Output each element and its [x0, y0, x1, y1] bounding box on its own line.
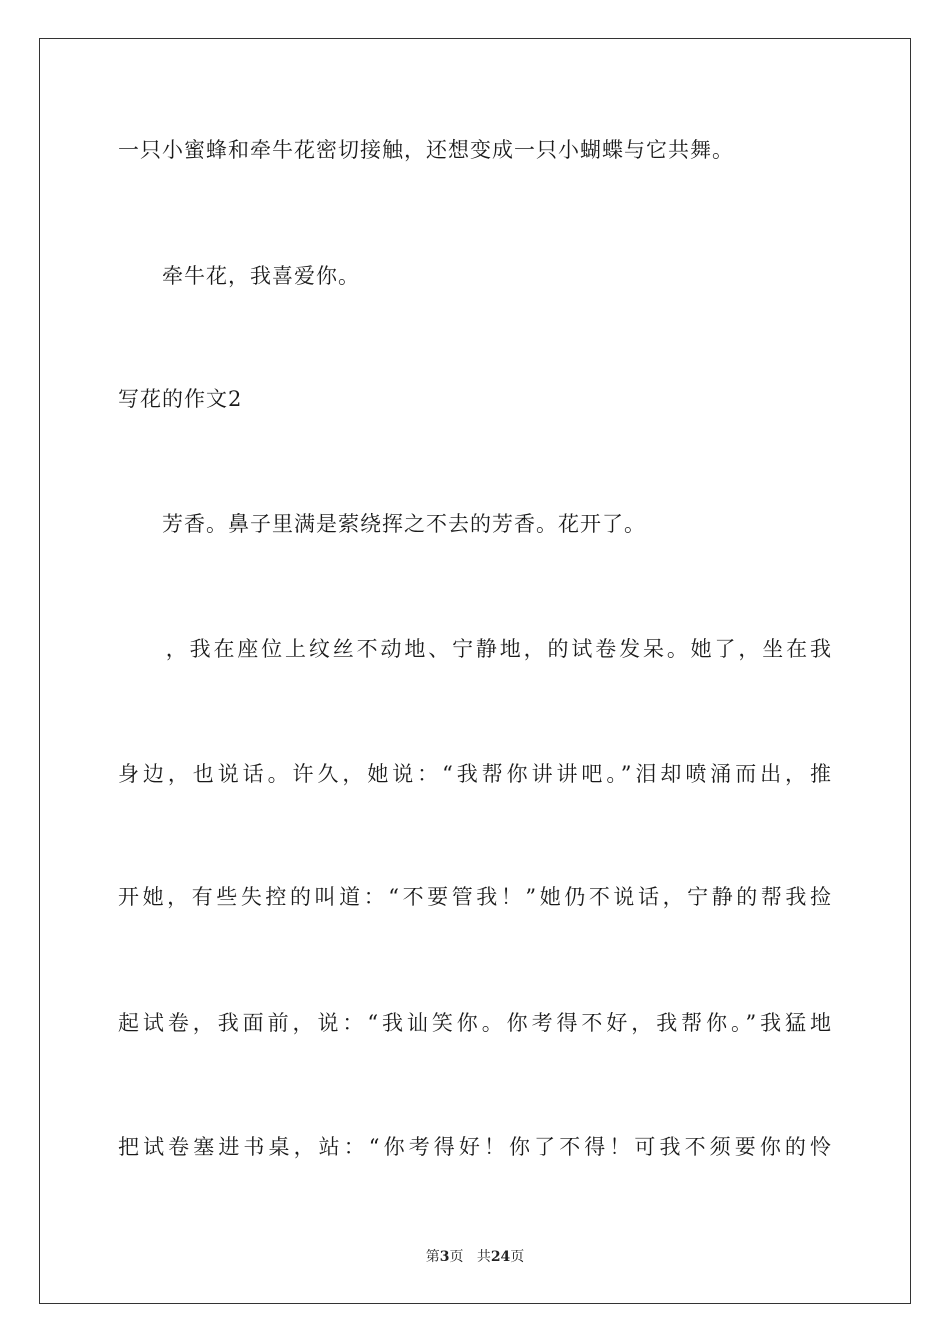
page-footer — [0, 1248, 950, 1266]
page-border — [39, 38, 911, 1304]
page-suffix: 页 — [449, 1249, 464, 1265]
text-line-4: ，我在座位上纹丝不动地、宁静地，的试卷发呆。她了，坐在我 — [118, 637, 832, 661]
text-line-6: 开她，有些失控的叫道：“不要管我！”她仍不说话，宁静的帮我捡 — [118, 885, 832, 909]
text-line-3: 芳香。鼻子里满是萦绕挥之不去的芳香。花开了。 — [118, 512, 646, 536]
text-line-7: 起试卷，我面前，说：“我讪笑你。你考得不好，我帮你。”我猛地 — [118, 1011, 832, 1035]
total-prefix: 共 — [476, 1249, 491, 1265]
text-line-8: 把试卷塞进书桌，站：“你考得好！你了不得！可我不须要你的怜 — [118, 1135, 832, 1159]
text-line-1: 一只小蜜蜂和牵牛花密切接触，还想变成一只小蝴蝶与它共舞。 — [118, 138, 734, 162]
total-pages: 24 — [490, 1249, 511, 1265]
total-suffix: 页 — [510, 1249, 525, 1265]
section-heading: 写花的作文2 — [118, 387, 243, 411]
page-number: 3 — [439, 1249, 450, 1265]
text-line-2: 牵牛花，我喜爱你。 — [118, 264, 360, 288]
page-prefix: 第 — [425, 1249, 440, 1265]
text-line-5: 身边，也说话。许久，她说：“我帮你讲讲吧。”泪却喷涌而出，推 — [118, 762, 832, 786]
